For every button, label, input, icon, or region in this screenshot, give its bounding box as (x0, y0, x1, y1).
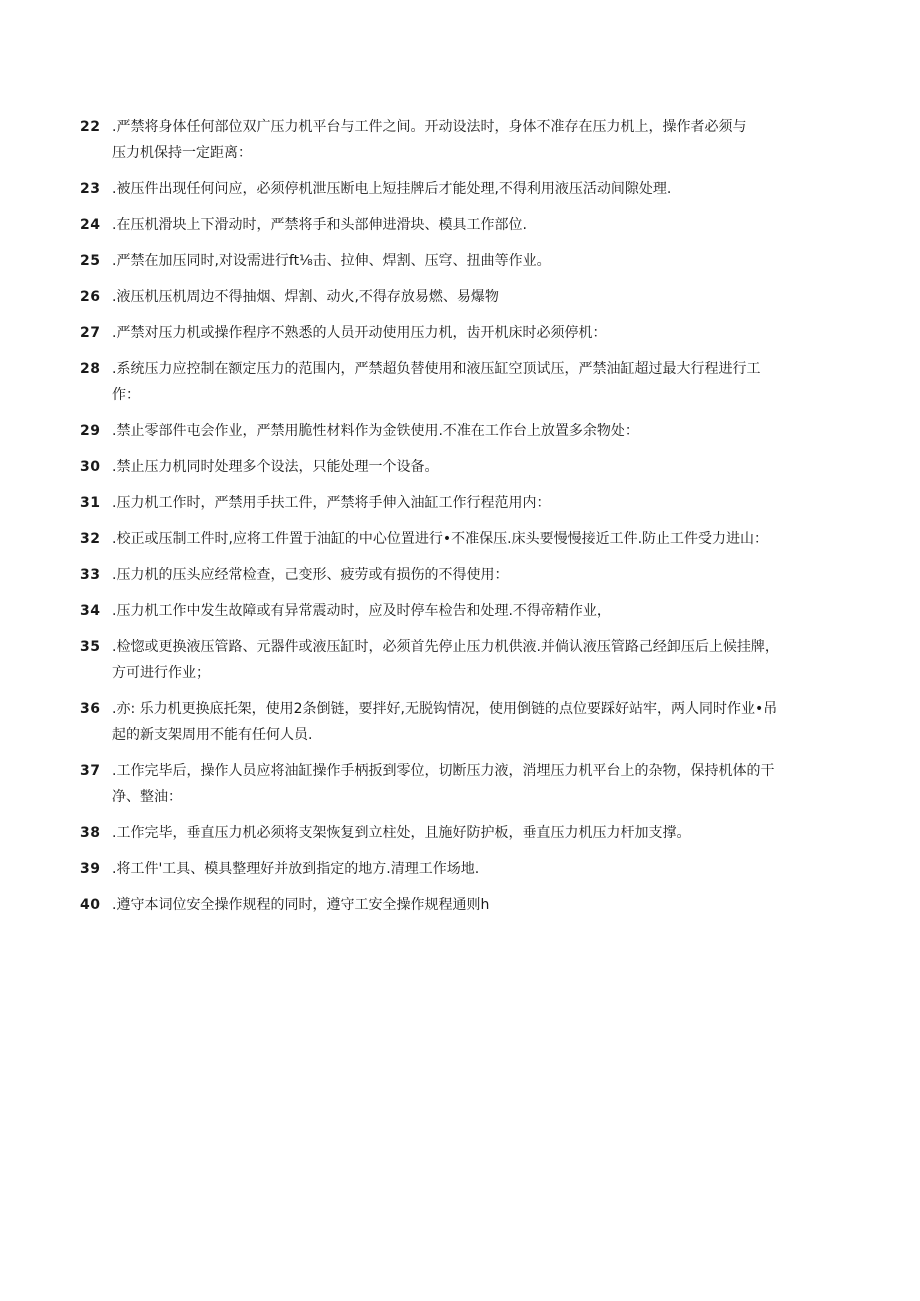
rule-number: 23 (80, 181, 101, 197)
rule-item (80, 490, 850, 516)
rule-item (80, 176, 850, 202)
rule-text (112, 856, 850, 882)
rule-item (80, 598, 850, 624)
rule-text-line: 作： (112, 387, 140, 403)
rule-text (112, 562, 850, 588)
rule-text-line: .工作完毕，垂直压力机必须将支架恢复到立柱处，且施好防护板，垂直压力机压力杆加支撑。 (112, 825, 691, 841)
rule-text-line: .压力机工作中发生故障或有异常震动时，应及时停车检告和处理.不得帝精作业， (112, 603, 611, 619)
rule-text (112, 892, 850, 918)
rule-item (80, 454, 850, 480)
rule-text-line: .严禁对压力机或操作程序不熟悉的人员开动使用压力机，齿开机床时必须停机： (112, 325, 607, 341)
rule-item (80, 212, 850, 238)
rule-item (80, 856, 850, 882)
rule-number: 35 (80, 639, 101, 655)
rule-text-line: .压力机的压头应经常检查，己变形、疲劳或有损伤的不得使用： (112, 567, 509, 583)
rule-text (112, 490, 850, 516)
rule-text-line: .被压件出现任何问应，必须停机泄压断电上短挂牌后才能处理,不得利用液压活动间隙处理. (112, 181, 672, 197)
rule-text-line: .液压机压机周边不得抽烟、焊割、动火,不得存放易燃、易爆物 (112, 289, 499, 305)
rule-item (80, 418, 850, 444)
rule-item (80, 284, 850, 310)
rule-item (80, 248, 850, 274)
rule-text (112, 212, 850, 238)
rule-item (80, 634, 850, 686)
rule-text (112, 820, 850, 846)
rule-text-line: .压力机工作时，严禁用手扶工件，严禁将手伸入油缸工作行程范用内： (112, 495, 551, 511)
rule-number: 29 (80, 423, 101, 439)
rule-number: 26 (80, 289, 101, 305)
rule-text (112, 454, 850, 480)
rule-text-line: .禁止零部件屯会作业，严禁用脆性材料作为金铁使用.不准在工作台上放置多余物处： (112, 423, 639, 439)
rule-item (80, 320, 850, 346)
rule-number: 31 (80, 495, 101, 511)
rule-text (112, 598, 850, 624)
rule-text-line: .校正或压制工件时,应将工件置于油缸的中心位置进行•不准保压.床头要慢慢接近工件.防止工件受力进山： (112, 531, 769, 547)
rule-number: 22 (80, 119, 101, 135)
safety-rules-list (80, 114, 850, 928)
rule-text (112, 634, 850, 686)
rule-number: 32 (80, 531, 101, 547)
rule-text-line: 方可进行作业； (112, 665, 210, 681)
rule-number: 25 (80, 253, 101, 269)
rule-text-line: 压力机保持一定距离： (112, 145, 252, 161)
rule-number: 28 (80, 361, 101, 377)
rule-number: 33 (80, 567, 101, 583)
rule-text-line: 净、整油： (112, 789, 182, 805)
rule-number: 40 (80, 897, 101, 913)
rule-text-line: .将工件'工具、模具整理好并放到指定的地方.清理工作场地. (112, 861, 480, 877)
rule-text-line: .严禁将身体任何部位双广压力机平台与工件之间。开动设法时，身体不准存在压力机上，操作者必须与 (112, 119, 747, 135)
rule-number: 39 (80, 861, 101, 877)
rule-text (112, 418, 850, 444)
rule-number: 30 (80, 459, 101, 475)
rule-item (80, 820, 850, 846)
rule-text-line: .严禁在加压同时,对设需进行ft⅛击、拉伸、焊割、压穹、扭曲等作业。 (112, 253, 551, 269)
rule-text-line: .检惚或更换液压管路、元器件或液压缸时，必须首先停止压力机供液.并倘认液压管路己经卸压后上候挂牌， (112, 639, 779, 655)
rule-text (112, 284, 850, 310)
rule-text-line: 起的新支架周用不能有任何人员. (112, 727, 313, 743)
rule-text (112, 758, 850, 810)
rule-text (112, 248, 850, 274)
rule-item (80, 892, 850, 918)
rule-text (112, 356, 850, 408)
rule-text (112, 526, 850, 552)
rule-text-line: .遵守本词位安全操作规程的同时，遵守工安全操作规程通则h (112, 897, 490, 913)
rule-number: 27 (80, 325, 101, 341)
rule-text-line: .系统压力应控制在额定压力的范围内，严禁超负替使用和液压缸空顶试压，严禁油缸超过最大行程进行工 (112, 361, 761, 377)
rule-number: 38 (80, 825, 101, 841)
rule-text-line: .亦: 乐力机更换底托架，使用2条倒链，要拌好,无脱钩情况，使用倒链的点位要踩好站牢，两人同时作业•吊 (112, 701, 778, 717)
rule-text-line: .工作完毕后，操作人员应将油缸操作手柄扳到零位，切断压力液，消埋压力机平台上的杂物，保持机体的干 (112, 763, 775, 779)
rule-text-line: .禁止压力机同时处理多个设法，只能处理一个设备。 (112, 459, 439, 475)
rule-number: 34 (80, 603, 101, 619)
rule-text (112, 176, 850, 202)
rule-item (80, 696, 850, 748)
rule-number: 24 (80, 217, 101, 233)
rule-number: 36 (80, 701, 101, 717)
rule-item (80, 562, 850, 588)
rule-text (112, 696, 850, 748)
rule-item (80, 114, 850, 166)
rule-text (112, 320, 850, 346)
rule-item (80, 758, 850, 810)
rule-number: 37 (80, 763, 101, 779)
rule-text (112, 114, 850, 166)
rule-text-line: .在压机滑块上下滑动时，严禁将手和头部伸进滑块、模具工作部位. (112, 217, 527, 233)
rule-item (80, 526, 850, 552)
rule-item (80, 356, 850, 408)
